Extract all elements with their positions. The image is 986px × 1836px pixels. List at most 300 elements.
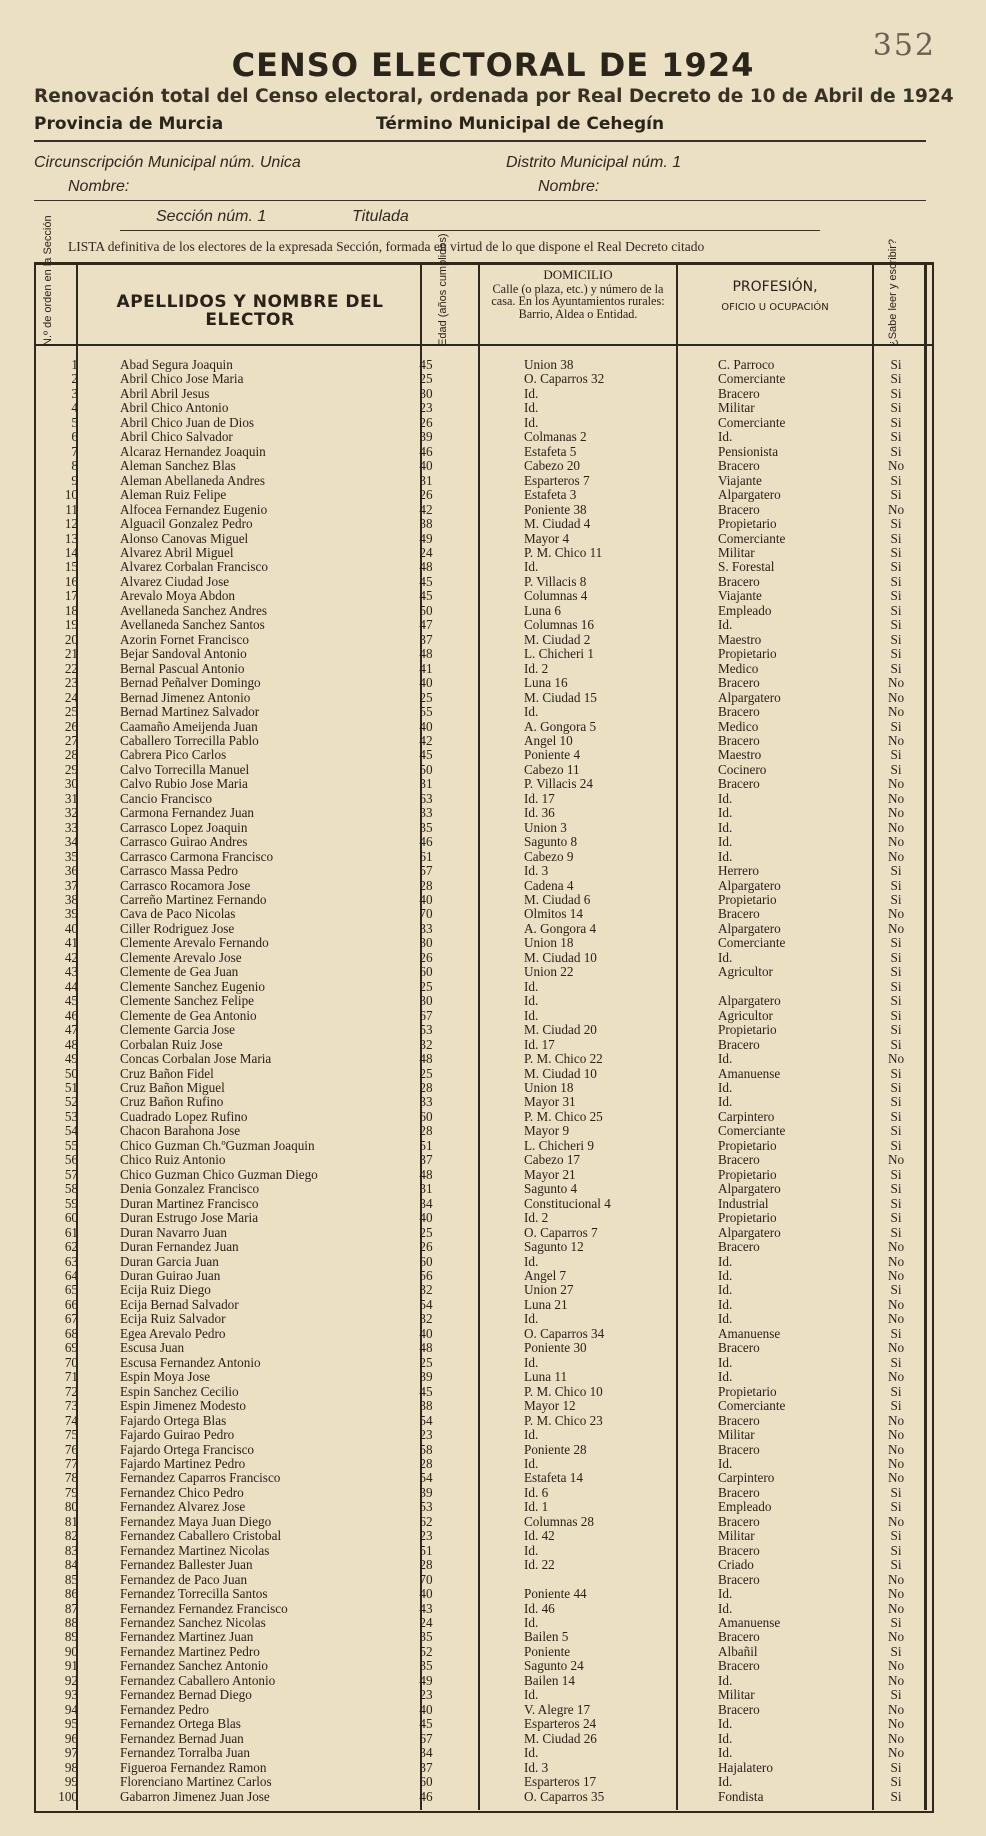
elector-profession: Propietario [718, 1022, 777, 1038]
row-number: 41 [64, 935, 78, 951]
document-title: CENSO ELECTORAL DE 1924 [231, 46, 755, 84]
elector-profession: Id. [718, 1600, 733, 1616]
col-header-edad: Edad (años cumplidos) [437, 233, 449, 346]
row-number: 15 [64, 559, 78, 575]
elector-name: Carrasco Guirao Andres [120, 834, 248, 850]
row-number: 44 [64, 978, 78, 994]
row-number: 85 [64, 1571, 78, 1587]
elector-literacy: Si [890, 357, 902, 372]
elector-age: 38 [419, 516, 433, 532]
elector-address: Sagunto 12 [524, 1239, 584, 1255]
elector-profession: Industrial [718, 1195, 769, 1211]
table-row [36, 676, 930, 690]
elector-profession: Comerciante [718, 530, 786, 546]
elector-address: Id. 22 [524, 1557, 555, 1573]
elector-name: Cruz Bañon Rufino [120, 1094, 224, 1110]
elector-address: Cabezo 20 [524, 458, 581, 474]
elector-literacy: Si [890, 544, 902, 560]
elector-age: 39 [419, 1484, 433, 1500]
row-number: 1 [71, 357, 78, 372]
elector-profession: Viajante [718, 472, 762, 488]
elector-name: Fernandez Pedro [120, 1701, 209, 1717]
elector-age: 34 [419, 1745, 433, 1761]
elector-age: 45 [419, 747, 433, 763]
elector-profession: Bracero [718, 501, 760, 517]
elector-age: 60 [419, 964, 433, 980]
elector-age: 42 [419, 501, 433, 517]
table-row [36, 401, 930, 415]
elector-literacy: Si [890, 1224, 902, 1240]
elector-literacy: Si [890, 1484, 902, 1500]
elector-age: 25 [419, 689, 433, 705]
elector-name: Chico Ruiz Antonio [120, 1152, 226, 1168]
province-label: Provincia de Murcia [34, 114, 224, 134]
elector-address: Id. 2 [524, 660, 549, 676]
elector-age: 23 [419, 400, 433, 416]
elector-literacy: Si [890, 617, 902, 633]
elector-address: Estafeta 3 [524, 487, 577, 503]
elector-literacy: Si [890, 747, 902, 763]
elector-address: Poniente [524, 1643, 571, 1659]
elector-age: 37 [419, 1759, 433, 1775]
elector-name: Caballero Torrecilla Pablo [120, 732, 259, 748]
row-number: 46 [64, 1007, 78, 1023]
elector-literacy: No [887, 805, 905, 821]
elector-name: Espin Moya Jose [120, 1369, 211, 1385]
elector-profession: Alpargatero [718, 689, 781, 705]
elector-name: Fernandez Sanchez Antonio [120, 1658, 268, 1674]
elector-profession: Id. [718, 1455, 733, 1471]
elector-address: Id. [524, 993, 539, 1009]
elector-profession: Bracero [718, 1484, 760, 1500]
elector-name: Fernandez Bernad Juan [120, 1730, 244, 1746]
row-number: 24 [64, 689, 78, 705]
elector-name: Concas Corbalan Jose Maria [120, 1051, 272, 1067]
table-row [36, 1197, 930, 1211]
elector-address: Id. [524, 1427, 539, 1443]
elector-profession: Propietario [718, 516, 777, 532]
elector-address: V. Alegre 17 [524, 1701, 591, 1717]
elector-literacy: Si [890, 371, 902, 387]
elector-address: Id. [524, 704, 539, 720]
row-number: 90 [64, 1643, 78, 1659]
elector-literacy: No [887, 1513, 905, 1529]
row-number: 26 [64, 718, 78, 734]
row-number: 84 [64, 1557, 78, 1573]
elector-address: Id. [524, 414, 539, 430]
elector-age: 61 [419, 848, 433, 864]
elector-literacy: Si [890, 487, 902, 503]
table-row [36, 748, 930, 762]
elector-name: Chacon Barahona Jose [120, 1123, 241, 1139]
table-row [36, 980, 930, 994]
elector-age: 31 [419, 776, 433, 792]
elector-profession: Bracero [718, 1513, 760, 1529]
elector-literacy: No [887, 1455, 905, 1471]
elector-literacy: No [887, 458, 905, 474]
elector-address: Bailen 5 [524, 1629, 569, 1645]
elector-age: 47 [419, 617, 433, 633]
elector-name: Alguacil Gonzalez Pedro [120, 516, 253, 532]
row-number: 94 [64, 1701, 78, 1717]
elector-name: Cava de Paco Nicolas [120, 906, 236, 922]
elector-literacy: Si [890, 472, 902, 488]
elector-profession: Viajante [718, 588, 762, 604]
elector-name: Cabrera Pico Carlos [120, 747, 227, 763]
elector-age: 45 [419, 1716, 433, 1732]
elector-profession: Bracero [718, 1542, 760, 1558]
elector-address: Id. [524, 978, 539, 994]
elector-name: Fernandez Martinez Nicolas [120, 1542, 270, 1558]
elector-address: Sagunto 24 [524, 1658, 584, 1674]
elector-literacy: No [887, 1716, 905, 1732]
page-number: 352 [872, 28, 936, 63]
row-number: 75 [64, 1427, 78, 1443]
elector-name: Abril Chico Salvador [120, 429, 233, 445]
elector-name: Ecija Ruiz Salvador [120, 1311, 226, 1327]
elector-age: 49 [419, 1672, 433, 1688]
elector-profession: Alpargatero [718, 993, 781, 1009]
elector-profession: Id. [718, 1051, 733, 1067]
row-number: 97 [64, 1745, 78, 1761]
table-row [36, 864, 930, 878]
elector-name: Ecija Bernad Salvador [120, 1296, 239, 1312]
elector-profession: Maestro [718, 631, 762, 647]
row-number: 54 [64, 1123, 78, 1139]
elector-name: Egea Arevalo Pedro [120, 1325, 226, 1341]
elector-literacy: Si [890, 1643, 902, 1659]
elector-profession: Id. [718, 805, 733, 821]
elector-address: Constitucional 4 [524, 1195, 611, 1211]
elector-profession: Bracero [718, 1629, 760, 1645]
elector-profession: Cocinero [718, 761, 767, 777]
elector-profession: Criado [718, 1557, 754, 1573]
elector-literacy: Si [890, 935, 902, 951]
elector-age: 40 [419, 1325, 433, 1341]
elector-address: Union 18 [524, 935, 574, 951]
elector-literacy: Si [890, 877, 902, 893]
elector-age: 25 [419, 1354, 433, 1370]
row-number: 58 [64, 1181, 78, 1197]
elector-address: Id. [524, 559, 539, 575]
elector-profession: Id. [718, 1296, 733, 1312]
elector-address: A. Gongora 4 [524, 920, 597, 936]
row-number: 12 [64, 516, 78, 532]
row-number: 98 [64, 1759, 78, 1775]
seccion-name: Titulada [352, 208, 409, 225]
domicilio-title: DOMICILIO [543, 267, 613, 282]
table-row [36, 1457, 930, 1471]
elector-age: 54 [419, 1412, 433, 1428]
table-row [36, 474, 930, 488]
elector-address: Id. 36 [524, 805, 555, 821]
elector-address: Poniente 44 [524, 1586, 587, 1602]
row-number: 6 [71, 429, 78, 445]
elector-literacy: Si [890, 949, 902, 965]
elector-age: 32 [419, 1036, 433, 1052]
elector-profession: Fondista [718, 1788, 764, 1804]
row-number: 52 [64, 1094, 78, 1110]
elector-literacy: No [887, 848, 905, 864]
elector-profession: Agricultor [718, 964, 773, 980]
elector-age: 60 [419, 1774, 433, 1790]
elector-age: 52 [419, 1643, 433, 1659]
row-number: 36 [64, 863, 78, 879]
elector-address: Esparteros 24 [524, 1716, 597, 1732]
elector-name: Duran Guirao Juan [120, 1267, 221, 1283]
elector-profession: Alpargatero [718, 1181, 781, 1197]
elector-profession: Amanuense [718, 1615, 781, 1631]
row-number: 7 [71, 443, 78, 459]
elector-address: Mayor 21 [524, 1166, 576, 1182]
table-row [36, 1124, 930, 1138]
elector-address: Poniente 38 [524, 501, 587, 517]
nombre-rule [34, 200, 926, 201]
row-number: 27 [64, 732, 78, 748]
row-number: 99 [64, 1774, 78, 1790]
elector-address: Luna 6 [524, 602, 561, 618]
row-number: 13 [64, 530, 78, 546]
row-number: 55 [64, 1137, 78, 1153]
row-number: 91 [64, 1658, 78, 1674]
table-row [36, 1471, 930, 1485]
elector-literacy: Si [890, 761, 902, 777]
table-row [36, 835, 930, 849]
elector-name: Clemente Arevalo Fernando [120, 935, 269, 951]
row-number: 47 [64, 1022, 78, 1038]
elector-address: Columnas 16 [524, 617, 594, 633]
elector-profession: Carpintero [718, 1108, 775, 1124]
table-row [36, 1775, 930, 1789]
elector-age: 58 [419, 1441, 433, 1457]
elector-name: Carrasco Lopez Joaquin [120, 819, 248, 835]
elector-age: 26 [419, 414, 433, 430]
col-header-orden: N.º de orden en la Sección [42, 215, 54, 346]
elector-age: 31 [419, 1181, 433, 1197]
row-number: 63 [64, 1253, 78, 1269]
row-number: 14 [64, 544, 78, 560]
table-row [36, 1341, 930, 1355]
elector-name: Abril Abril Jesus [120, 385, 210, 401]
elector-address: Id. 2 [524, 1210, 549, 1226]
circunscripcion-value: Unica [259, 154, 301, 171]
table-row [36, 965, 930, 979]
elector-age: 42 [419, 732, 433, 748]
elector-address: L. Chicheri 1 [524, 646, 594, 662]
elector-address: Union 27 [524, 1282, 574, 1298]
row-number: 45 [64, 993, 78, 1009]
table-row [36, 1674, 930, 1688]
elector-age: 30 [419, 385, 433, 401]
elector-profession: Bracero [718, 704, 760, 720]
row-number: 88 [64, 1615, 78, 1631]
row-number: 77 [64, 1455, 78, 1471]
elector-literacy: No [887, 1745, 905, 1761]
elector-age: 60 [419, 1108, 433, 1124]
elector-literacy: No [887, 920, 905, 936]
elector-address: O. Caparros 32 [524, 371, 605, 387]
elector-address: Esparteros 17 [524, 1774, 597, 1790]
elector-address: Poniente 28 [524, 1441, 587, 1457]
elector-literacy: No [887, 1340, 905, 1356]
elector-name: Clemente de Gea Antonio [120, 1007, 257, 1023]
elector-address: Id. [524, 1615, 539, 1631]
elector-age: 48 [419, 1340, 433, 1356]
elector-literacy: Si [890, 1094, 902, 1110]
elector-age: 39 [419, 1369, 433, 1385]
elector-profession: Herrero [718, 863, 759, 879]
row-number: 53 [64, 1108, 78, 1124]
table-row [36, 575, 930, 589]
elector-literacy: Si [890, 1080, 902, 1095]
elector-age: 40 [419, 1210, 433, 1226]
elector-profession: Alpargatero [718, 877, 781, 893]
row-number: 40 [64, 920, 78, 936]
elector-literacy: Si [890, 1325, 902, 1341]
elector-name: Bernad Martinez Salvador [120, 704, 260, 720]
document-subtitle: Renovación total del Censo electoral, ordenada por Real Decreto de 10 de Abril de 1924 [34, 86, 954, 107]
elector-name: Gabarron Jimenez Juan Jose [120, 1788, 270, 1804]
row-number: 72 [64, 1383, 78, 1399]
row-number: 48 [64, 1036, 78, 1052]
table-row [36, 1356, 930, 1370]
elector-literacy: Si [890, 1022, 902, 1038]
elector-address: Id. 46 [524, 1600, 555, 1616]
elector-name: Escusa Fernandez Antonio [120, 1354, 261, 1370]
elector-age: 62 [419, 1513, 433, 1529]
elector-name: Abril Chico Juan de Dios [120, 414, 255, 430]
elector-literacy: Si [890, 978, 902, 994]
row-number: 65 [64, 1282, 78, 1298]
table-row [36, 1283, 930, 1297]
elector-profession: Empleado [718, 602, 772, 618]
elector-address: Id. [524, 1311, 539, 1327]
elector-name: Fajardo Guirao Pedro [120, 1427, 235, 1443]
elector-literacy: Si [890, 964, 902, 980]
elector-profession: Id. [718, 1745, 733, 1761]
elector-age: 45 [419, 573, 433, 589]
elector-name: Bejar Sandoval Antonio [120, 646, 247, 662]
row-number: 25 [64, 704, 78, 720]
elector-literacy: No [887, 1730, 905, 1746]
elector-name: Avellaneda Sanchez Andres [120, 602, 267, 618]
elector-literacy: Si [890, 1687, 902, 1703]
elector-address: Estafeta 14 [524, 1470, 583, 1486]
row-number: 34 [64, 834, 78, 850]
elector-age: 26 [419, 949, 433, 965]
elector-age: 25 [419, 371, 433, 387]
elector-age: 46 [419, 443, 433, 459]
elector-age: 63 [419, 790, 433, 806]
table-row [36, 705, 930, 719]
elector-address: Id. [524, 1745, 539, 1761]
elector-name: Duran Navarro Juan [120, 1224, 227, 1240]
row-number: 10 [64, 487, 78, 503]
table-row [36, 1486, 930, 1500]
row-number: 50 [64, 1065, 78, 1081]
table-row [36, 1327, 930, 1341]
elector-literacy: Si [890, 588, 902, 604]
elector-age: 46 [419, 834, 433, 850]
elector-address: Mayor 31 [524, 1094, 576, 1110]
elector-address: Olmitos 14 [524, 906, 583, 922]
elector-name: Cancio Francisco [120, 790, 212, 806]
elector-profession: Id. [718, 1267, 733, 1283]
elector-address: Bailen 14 [524, 1672, 575, 1688]
row-number: 76 [64, 1441, 78, 1457]
elector-name: Aleman Abellaneda Andres [120, 472, 266, 488]
table-row [36, 430, 930, 444]
elector-profession: Carpintero [718, 1470, 775, 1486]
elector-profession: Id. [718, 1716, 733, 1732]
row-number: 82 [64, 1528, 78, 1544]
row-number: 22 [64, 660, 78, 676]
table-row [36, 1385, 930, 1399]
circunscripcion-label: Circunscripción Municipal núm. Unica [34, 154, 301, 171]
elector-age: 40 [419, 458, 433, 474]
row-number: 20 [64, 631, 78, 647]
elector-age: 28 [419, 877, 433, 893]
elector-address: Id. 3 [524, 1759, 549, 1775]
col-header-nombre: APELLIDOS Y NOMBRE DEL ELECTOR [116, 292, 384, 330]
table-row [36, 459, 930, 473]
profesion-title: PROFESIÓN, [732, 279, 818, 295]
table-row [36, 647, 930, 661]
table-row [36, 1153, 930, 1167]
elector-name: Duran Garcia Juan [120, 1253, 219, 1269]
elector-literacy: Si [890, 400, 902, 416]
elector-profession: Bracero [718, 906, 760, 922]
elector-age: 51 [419, 1542, 433, 1558]
elector-age: 45 [419, 1383, 433, 1399]
elector-address: L. Chicheri 9 [524, 1137, 594, 1153]
elector-name: Figueroa Fernandez Ramon [120, 1759, 267, 1775]
elector-literacy: Si [890, 530, 902, 546]
row-number: 93 [64, 1687, 78, 1703]
row-number: 3 [71, 385, 78, 401]
elector-age: 32 [419, 1282, 433, 1298]
elector-literacy: Si [890, 1557, 902, 1573]
elector-name: Clemente Sanchez Felipe [120, 993, 255, 1009]
elector-literacy: No [887, 1629, 905, 1645]
elector-address: M. Ciudad 15 [524, 689, 597, 705]
elector-profession: Bracero [718, 776, 760, 792]
row-number: 49 [64, 1051, 78, 1067]
elector-name: Ecija Ruiz Diego [120, 1282, 211, 1298]
table-row [36, 1312, 930, 1326]
elector-age: 26 [419, 1239, 433, 1255]
elector-name: Calvo Rubio Jose Maria [120, 776, 248, 792]
table-row [36, 850, 930, 864]
elector-profession: Bracero [718, 1571, 760, 1587]
elector-literacy: No [887, 1311, 905, 1327]
elector-age: 50 [419, 602, 433, 618]
elector-name: Abad Segura Joaquin [120, 357, 233, 372]
elector-age: 48 [419, 1166, 433, 1182]
row-number: 16 [64, 573, 78, 589]
elector-address: M. Ciudad 4 [524, 516, 591, 532]
elector-name: Clemente Garcia Jose [120, 1022, 235, 1038]
elector-age: 45 [419, 588, 433, 604]
elector-age: 43 [419, 1600, 433, 1616]
elector-address: P. Villacis 8 [524, 573, 587, 589]
elector-profession: Id. [718, 1311, 733, 1327]
distrito-value: 1 [672, 154, 682, 171]
table-row [36, 1255, 930, 1269]
elector-name: Fajardo Ortega Francisco [120, 1441, 255, 1457]
elector-literacy: No [887, 1152, 905, 1168]
table-row [36, 1428, 930, 1442]
